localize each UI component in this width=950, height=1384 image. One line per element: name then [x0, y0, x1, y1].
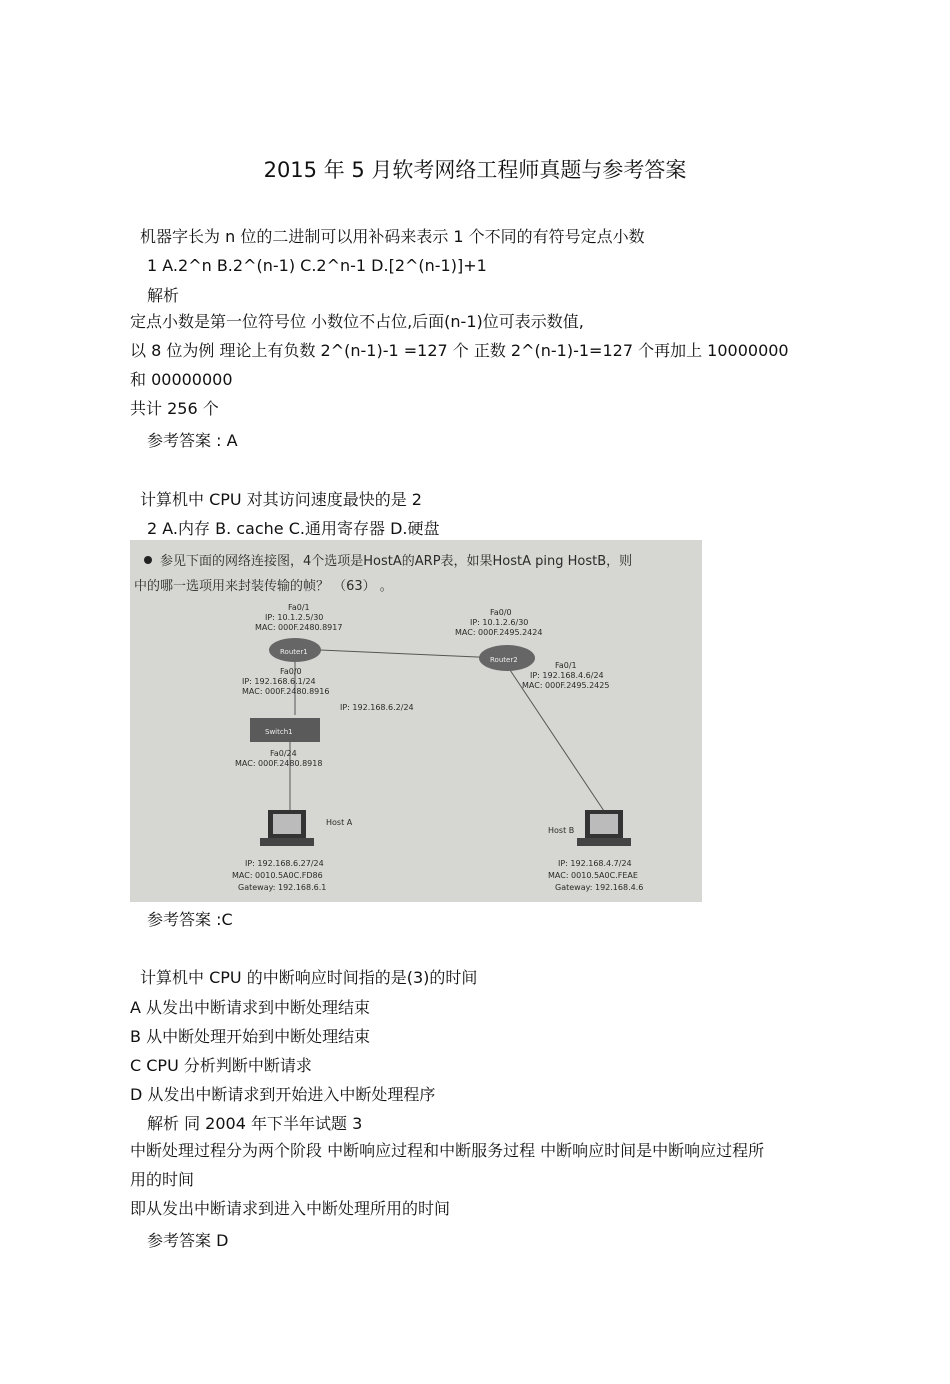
- sw-port: Fa0/24: [270, 749, 297, 758]
- r1-port-bot: Fa0/0: [280, 667, 302, 676]
- q3-answer: 参考答案 D: [147, 1231, 229, 1250]
- sw-mac: MAC: 000F.2480.8918: [235, 759, 323, 768]
- hostb-name: Host B: [548, 826, 575, 835]
- sw-name: Switch1: [265, 728, 293, 736]
- q1-analysis-line: 以 8 位为例 理论上有负数 2^(n-1)-1 =127 个 正数 2^(n-1)-1=127 个再加上 10000000: [130, 341, 789, 360]
- page-title: 2015 年 5 月软考网络工程师真题与参考答案: [263, 158, 687, 182]
- q1-analysis-line: 和 00000000: [130, 370, 233, 389]
- r1-port-top: Fa0/1: [288, 603, 310, 612]
- q3-option-a: A 从发出中断请求到中断处理结束: [130, 998, 371, 1017]
- q3-analysis-line: 即从发出中断请求到进入中断处理所用的时间: [130, 1199, 451, 1218]
- r1-ip-top: IP: 10.1.2.5/30: [265, 613, 324, 622]
- r2-ip-top: IP: 10.1.2.6/30: [470, 618, 529, 627]
- hostb-ip: IP: 192.168.4.7/24: [558, 859, 632, 868]
- q2-stem: 计算机中 CPU 对其访问速度最快的是 2: [140, 490, 422, 509]
- q1-stem: 机器字长为 n 位的二进制可以用补码来表示 1 个不同的有符号定点小数: [140, 227, 645, 246]
- r2-port-bot: Fa0/1: [555, 661, 577, 670]
- hosta-gw: Gateway: 192.168.6.1: [238, 883, 327, 892]
- r1-ip-bot: IP: 192.168.6.1/24: [242, 677, 316, 686]
- network-diagram-photo: [130, 540, 702, 902]
- r2-port-top: Fa0/0: [490, 608, 512, 617]
- figure-question: 参见下面的网络连接图，4个选项是HostA的ARP表，如果HostA ping HostB，则: [160, 554, 633, 569]
- q3-option-d: D 从发出中断请求到开始进入中断处理程序: [130, 1085, 436, 1104]
- hosta-mac: MAC: 0010.5A0C.FD86: [232, 871, 323, 880]
- r2-name: Router2: [490, 656, 518, 664]
- q1-analysis-line: 共计 256 个: [130, 399, 219, 418]
- q3-option-b: B 从中断处理开始到中断处理结束: [130, 1027, 371, 1046]
- q3-option-c: C CPU 分析判断中断请求: [130, 1056, 312, 1075]
- q2-options: 2 A.内存 B. cache C.通用寄存器 D.硬盘: [147, 519, 440, 538]
- r2-ip-bot: IP: 192.168.4.6/24: [530, 671, 604, 680]
- r2-mac-top: MAC: 000F.2495.2424: [455, 628, 543, 637]
- q1-analysis-line: 定点小数是第一位符号位 小数位不占位,后面(n-1)位可表示数值,: [130, 312, 584, 331]
- hosta-name: Host A: [326, 818, 353, 827]
- q3-analysis-line: 用的时间: [130, 1170, 195, 1189]
- figure-question-2: 中的哪一选项用来封装传输的帧？ （63） 。: [134, 579, 393, 594]
- q1-options: 1 A.2^n B.2^(n-1) C.2^n-1 D.[2^(n-1)]+1: [147, 256, 487, 275]
- r1-name: Router1: [280, 648, 308, 656]
- r1-mac-top: MAC: 000F.2480.8917: [255, 623, 343, 632]
- q2-answer: 参考答案 :C: [147, 910, 233, 929]
- q3-analysis: 解析 同 2004 年下半年试题 3: [147, 1114, 363, 1133]
- hostb-gw: Gateway: 192.168.4.6: [555, 883, 644, 892]
- q1-answer: 参考答案 : A: [147, 431, 238, 450]
- q1-analysis-label: 解析: [147, 286, 180, 305]
- hostb-mac: MAC: 0010.5A0C.FEAE: [548, 871, 638, 880]
- q3-analysis-line: 中断处理过程分为两个阶段 中断响应过程和中断服务过程 中断响应时间是中断响应过程所: [130, 1141, 765, 1160]
- sw-ip: IP: 192.168.6.2/24: [340, 703, 414, 712]
- hosta-ip: IP: 192.168.6.27/24: [245, 859, 324, 868]
- r2-mac-bot: MAC: 000F.2495.2425: [522, 681, 610, 690]
- q3-stem: 计算机中 CPU 的中断响应时间指的是(3)的时间: [140, 968, 478, 987]
- r1-mac-bot: MAC: 000F.2480.8916: [242, 687, 330, 696]
